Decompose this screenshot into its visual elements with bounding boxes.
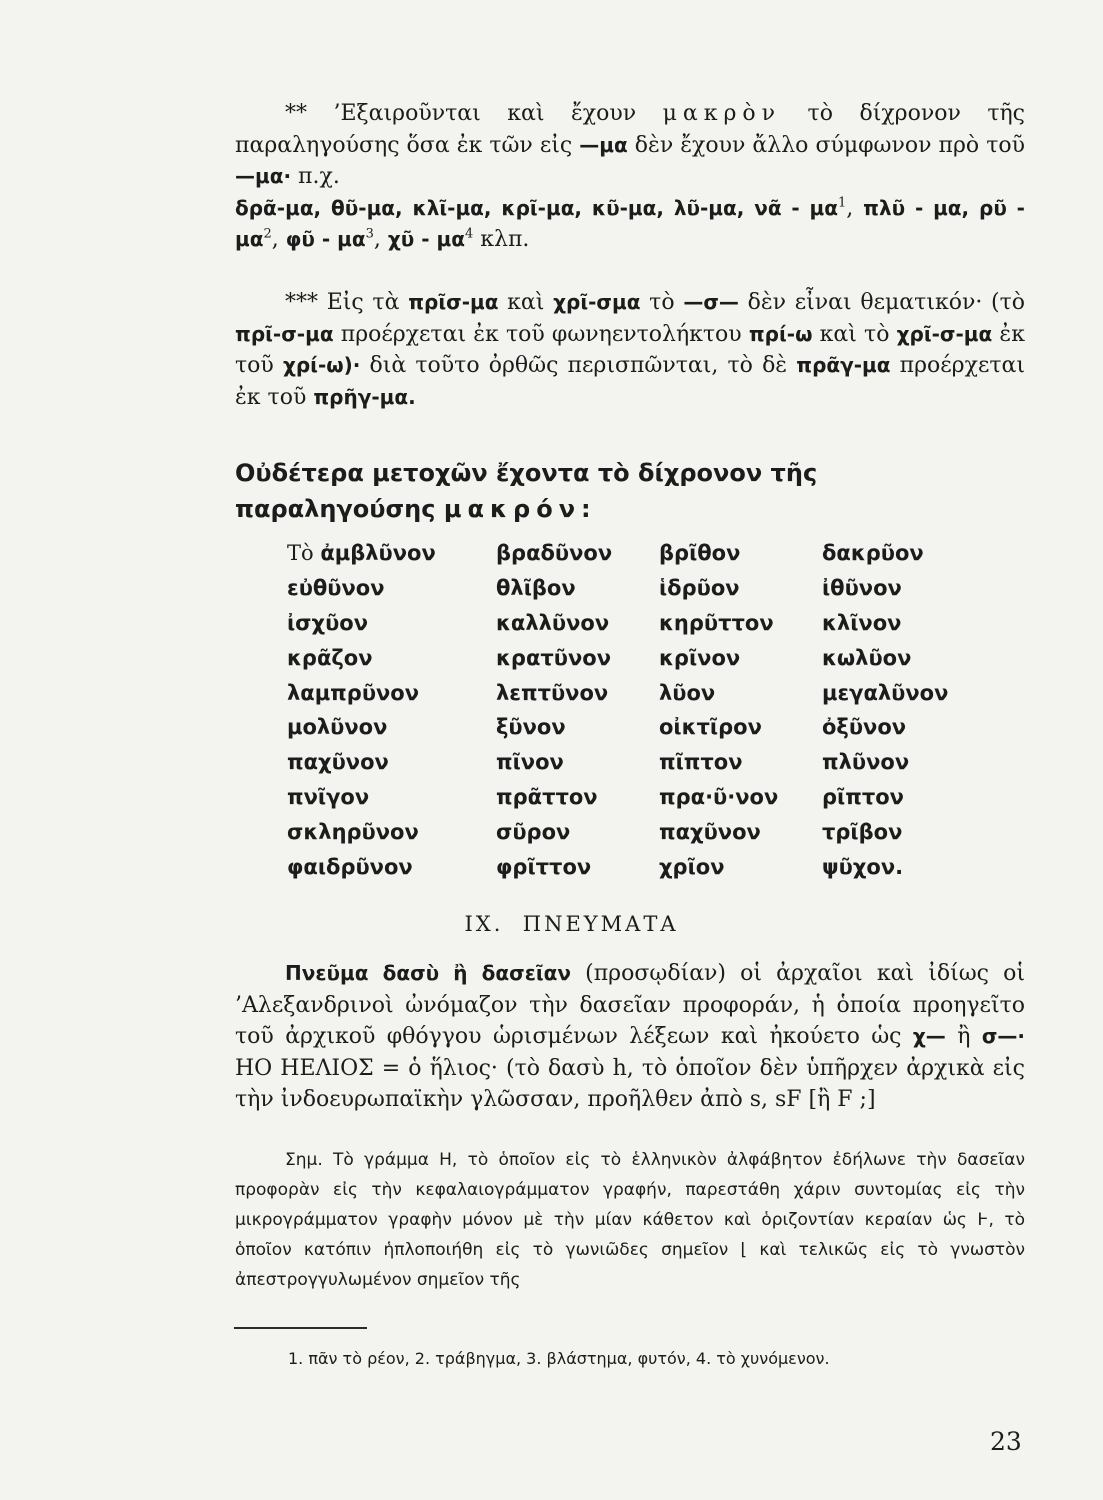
table-cell: πρᾶττον [496, 784, 598, 809]
table-cell: φρῖττον [496, 854, 592, 879]
table-cell: ρῖπτον [822, 784, 904, 809]
footnote-divider [234, 1327, 367, 1329]
example-words: δρᾶ-μα, θῦ-μα, κλῖ-μα, κρῖ-μα, κῦ-μα, λῦ-μα, νᾶ - $\mu\alpha^1$, πλῦ - μα, ρῦ - $\mu\alpha^2$, φῦ - $\mu\alpha^3$, χῦ - $\mu\alpha^4$ κλπ. [235, 195, 1025, 252]
table-cell: κρατῦνον [496, 645, 611, 670]
table-cell: λεπτῦνον [496, 680, 609, 705]
table-cell: κωλῦον [822, 645, 912, 670]
table-cell: παχῦνον [287, 750, 389, 775]
table-cell: παχῦνον [659, 819, 761, 844]
table-cell: φαιδρῦνον [287, 854, 413, 879]
paragraph-exceptions: ** ’Εξαιροῦνται καὶ ἔχουν μακρὸν τὸ δίχρονον τῆς παραληγούσης ὅσα ἐκ τῶν εἰς —μα δὲν ἔχουν ἄλλο σύμφωνον πρὸ τοῦ —μα· π.χ. δρᾶ-μα, θῦ-μα, κλῖ-μα, κρῖ-μα, κῦ-μα, λῦ-μα, νᾶ - $\mu\alpha^1$, πλῦ - μα, ρῦ - $\mu\alpha^2$, φῦ - $\mu\alpha^3$, χῦ - $\mu\alpha^4$ κλπ. [235, 98, 1025, 256]
table-cell: ψῦχον. [822, 854, 904, 879]
table-cell: πλῦνον [822, 750, 910, 775]
table-row [287, 849, 1027, 884]
table-cell: θλῖβον [496, 576, 576, 601]
table-row [287, 780, 1027, 815]
table-cell: πνῖγον [287, 784, 370, 809]
table-cell: σῦρον [496, 819, 571, 844]
section-title: IX. ΠΝΕΥΜΑΤΑ [464, 912, 679, 936]
participle-table [287, 536, 1027, 884]
table-cell: βραδῦνον [496, 541, 613, 566]
table-row [287, 606, 1027, 641]
table-row [287, 571, 1027, 606]
table-cell: χρῖον [659, 854, 725, 879]
spaced-word: μακρὸν [662, 101, 782, 126]
table-cell: λῦον [659, 680, 716, 705]
table-row [287, 640, 1027, 675]
table-cell: κρᾶζον [287, 645, 373, 670]
table-cell: βρῖθον [659, 541, 741, 566]
table-cell: οἰκτῖρον [659, 715, 762, 740]
paragraph-prisma: *** Εἰς τὰ πρῖσ-μα καὶ χρῖ-σμα τὸ —σ— δὲν εἶναι θεματικόν· (τὸ πρῖ-σ-μα προέρχεται ἐκ τοῦ φωνηεντολήκτου πρί-ω καὶ τὸ χρῖ-σ-μα ἐκ τοῦ χρί-ω)· διὰ τοῦτο ὀρθῶς περισπῶνται, τὸ δὲ πρᾶγ-μα προέρχεται ἐκ τοῦ πρῆγ-μα. [235, 290, 1026, 410]
page-number: 23 [990, 1427, 1022, 1456]
section-heading: Οὐδέτερα μετοχῶν ἔχοντα τὸ δίχρονον τῆς παραληγούσης μακρόν: [235, 459, 818, 523]
table-cell: ἱδρῦον [659, 576, 740, 601]
table-cell: εὐθῦνον [287, 576, 385, 601]
paragraph-pneumata: Πνεῦμα δασὺ ἢ δασεῖαν (προσῳδίαν) οἱ ἀρχαῖοι καὶ ἰδίως οἱ ’Αλεξανδρινοὶ ὠνόμαζον τὴν δασεῖαν προφοράν, ἡ ὁποία προηγεῖτο τοῦ ἀρχικοῦ φθόγγου ὡρισμένων λέξεων καὶ ἠκούετο ὡς χ— ἢ σ—· ΗΟ ΗΕΛΙΟΣ = ὁ ἥλιος· (τὸ δασὺ h, τὸ ὁποῖον δὲν ὑπῆρχεν ἀρχικὰ εἰς τὴν ἰνδοευρωπαϊκὴν γλῶσσαν, προῆλθεν ἀπὸ s, sF [ἢ F ;] [235, 961, 1025, 1112]
table-cell: κλῖνον [822, 610, 902, 635]
footnote-marker: ** [285, 101, 307, 126]
table-cell: ξῦνον [496, 715, 566, 740]
table-cell: δακρῦον [822, 541, 924, 566]
table-cell: πρα·ῦ·νον [659, 784, 779, 809]
table-cell: ὀξῦνον [822, 715, 907, 740]
table-row [287, 745, 1027, 780]
table-row [287, 710, 1027, 745]
table-row [287, 814, 1027, 849]
note-block: Σημ. Τὸ γράμμα Η, τὸ ὁποῖον εἰς τὸ ἑλληνικὸν ἀλφάβητον ἐδήλωνε τὴν δασεῖαν προφορὰν εἰς τὴν κεφαλαιογράμματον γραφήν, παρεστάθη χάριν συντομίας εἰς τὴν μικρογράμματον γραφὴν μόνον μὲ τὴν μίαν κάθετον καὶ ὁριζοντίαν κεραίαν ὡς Ͱ, τὸ ὁποῖον κατόπιν ἡπλοποιήθη εἰς τὸ γωνιῶδες σημεῖον ⌊ καὶ τελικῶς εἰς τὸ γνωστὸν ἀπεστρογγυλωμένον σημεῖον τῆς [235, 1150, 1025, 1290]
table-cell: μεγαλῦνον [822, 680, 949, 705]
footnotes: 1. πᾶν τὸ ρέον, 2. τράβηγμα, 3. βλάστημα, φυτόν, 4. τὸ χυνόμενον. [288, 1349, 830, 1368]
table-cell: πῖνον [496, 750, 564, 775]
table-row [287, 675, 1027, 710]
table-cell: Τὸ ἀμβλῦνον [287, 541, 436, 566]
table-cell: καλλῦνον [496, 610, 610, 635]
table-cell: κηρῦττον [659, 610, 774, 635]
table-row [287, 536, 1027, 571]
table-cell: σκληρῦνον [287, 819, 419, 844]
table-cell: λαμπρῦνον [287, 680, 420, 705]
table-cell: κρῖνον [659, 645, 741, 670]
table-cell: ἰθῦνον [822, 576, 902, 601]
table-cell: τρῖβον [822, 819, 903, 844]
table-cell: ἰσχῦον [287, 610, 368, 635]
table-cell: πῖπτον [659, 750, 743, 775]
table-cell: μολῦνον [287, 715, 388, 740]
